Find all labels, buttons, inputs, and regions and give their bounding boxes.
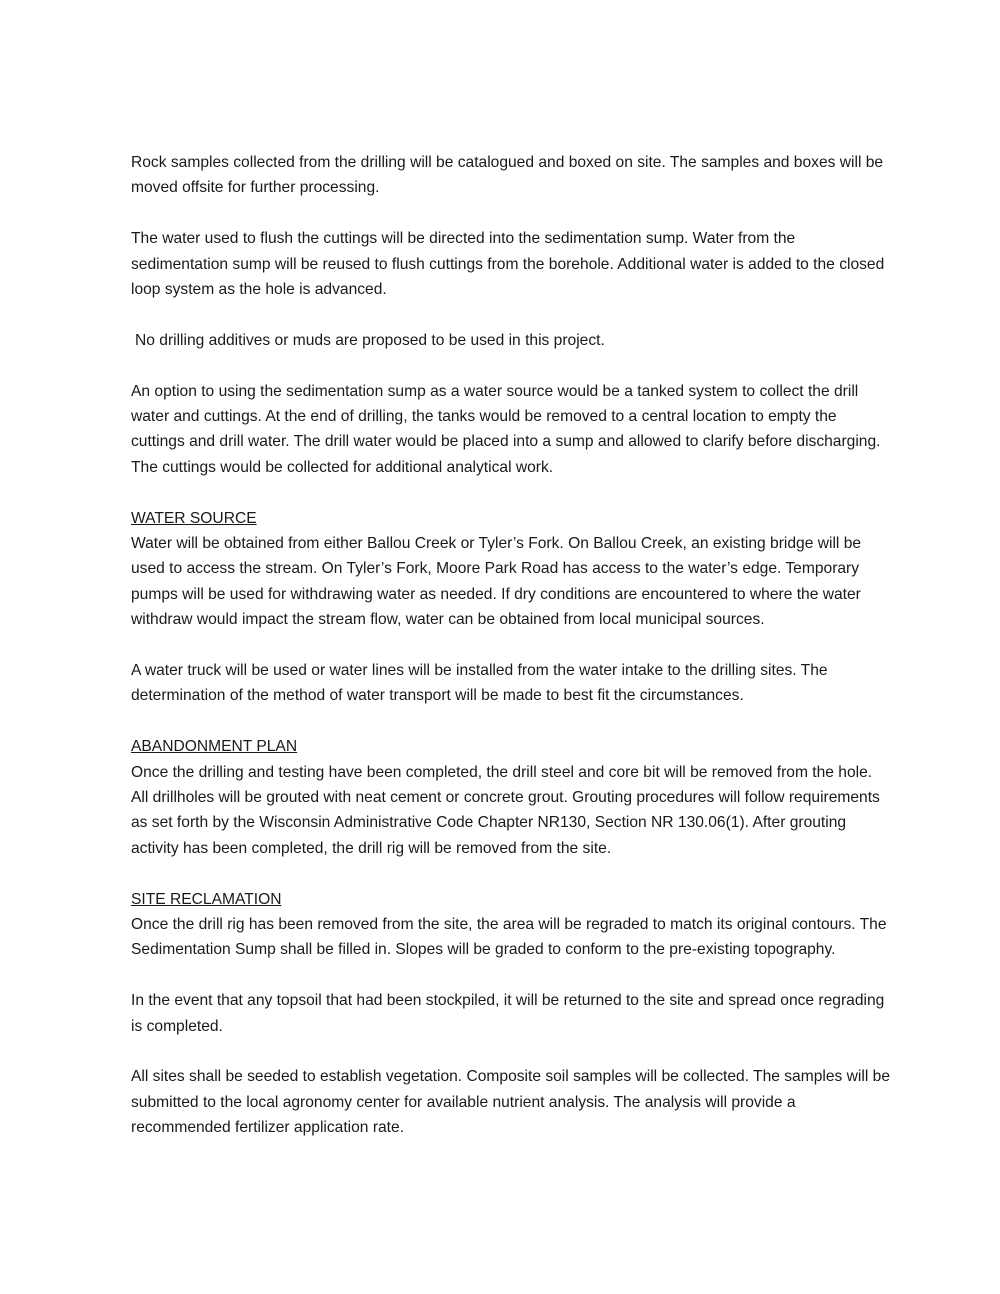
paragraph-seeding: All sites shall be seeded to establish vegetation. Composite soil samples will be collected. The samples will be submitted to the local agronomy center for available nutrient analysis. The analysis will provide a recommended fertilizer application rate. — [131, 1068, 890, 1137]
section-site-reclamation — [131, 887, 891, 963]
paragraph-grouting: Once the drilling and testing have been completed, the drill steel and core bit will be removed from the hole. All drillholes will be grouted with neat cement or concrete grout. Grouting procedures will follow requirements as set forth by the Wisconsin Administrative Code Chapter NR130, Section NR 130.06(1). After grouting activity has been completed, the drill rig will be removed from the site. — [131, 763, 880, 857]
section-heading-abandonment-plan: ABANDONMENT PLAN — [131, 738, 298, 756]
paragraph-flush-water: The water used to flush the cuttings will be directed into the sedimentation sump. Water from the sedimentation sump will be reused to flush cuttings from the borehole. Additional water is added to the closed loop system as the hole is advanced. — [131, 230, 885, 299]
paragraph-no-additives: No drilling additives or muds are proposed to be used in this project. — [135, 331, 605, 349]
paragraph-rock-samples: Rock samples collected from the drilling will be catalogued and boxed on site. The samples and boxes will be moved offsite for further processing. — [131, 154, 884, 197]
paragraph-tanked-option: An option to using the sedimentation sump as a water source would be a tanked system to collect the drill water and cuttings. At the end of drilling, the tanks would be removed to a central location to empty the cuttings and drill water. The drill water would be placed into a sump and allowed to clarify before discharging. The cuttings would be collected for additional analytical work. — [131, 382, 881, 476]
paragraph-water-obtained: Water will be obtained from either Ballou Creek or Tyler’s Fork. On Ballou Creek, an existing bridge will be used to access the stream. On Tyler’s Fork, Moore Park Road has access to the water’s edge. Temporary pumps will be used for withdrawing water as needed. If dry conditions are encountered to where the water withdraw would impact the stream flow, water can be obtained from local municipal sources. — [131, 535, 862, 629]
section-abandonment-plan — [131, 734, 891, 861]
section-heading-water-source: WATER SOURCE — [131, 509, 257, 527]
paragraph-regrade: Once the drill rig has been removed from the site, the area will be regraded to match its original contours. The Sedimentation Sump shall be filled in. Slopes will be graded to conform to the pre-existing topography. — [131, 916, 887, 959]
document-page — [131, 150, 891, 1166]
section-water-source — [131, 506, 891, 633]
section-heading-site-reclamation: SITE RECLAMATION — [131, 890, 282, 908]
paragraph-water-truck: A water truck will be used or water lines will be installed from the water intake to the drilling sites. The determination of the method of water transport will be made to best fit the circumstances. — [131, 662, 828, 705]
paragraph-topsoil: In the event that any topsoil that had been stockpiled, it will be returned to the site and spread once regrading is completed. — [131, 992, 885, 1035]
